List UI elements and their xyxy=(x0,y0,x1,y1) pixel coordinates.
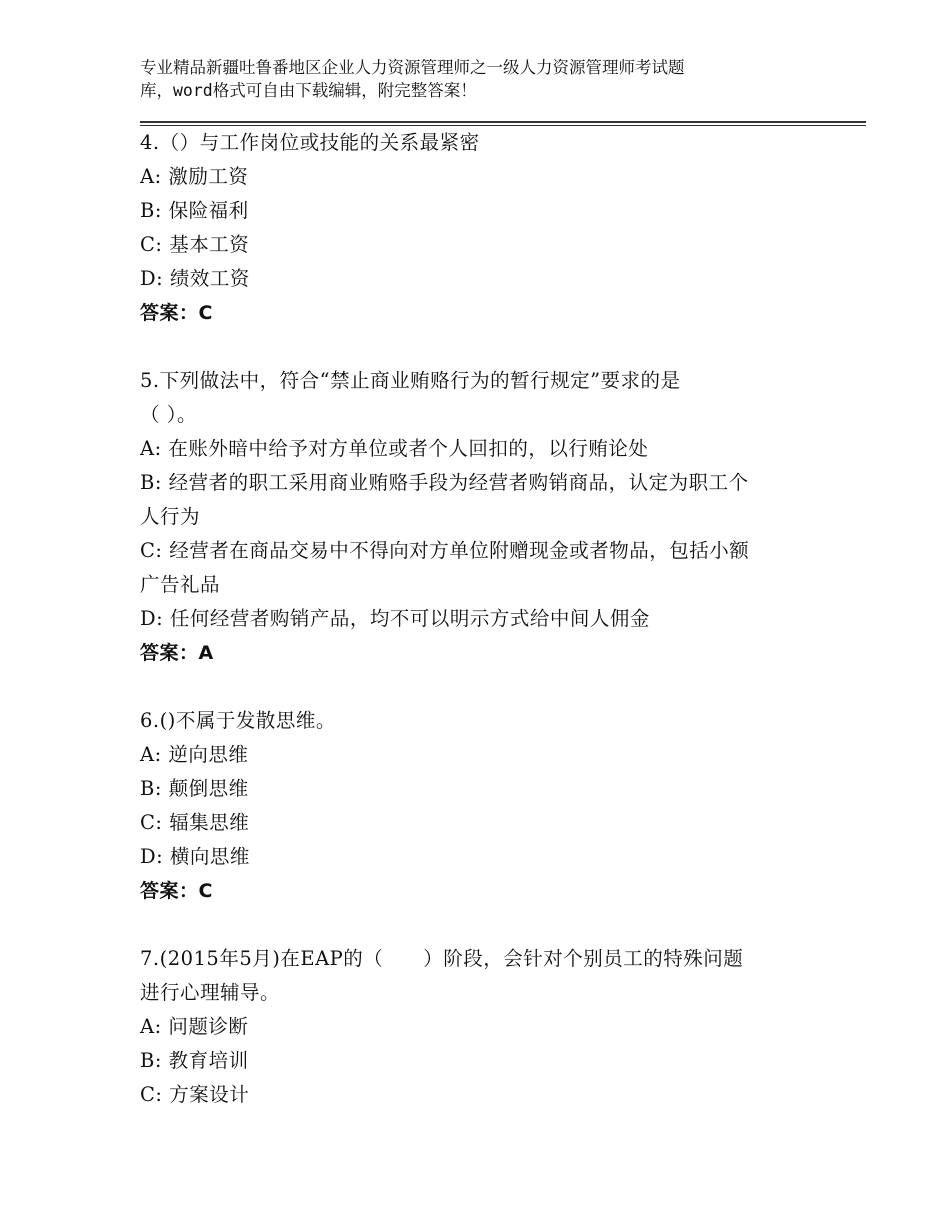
option-a: A: 激励工资 xyxy=(140,165,249,188)
option-c: C: 方案设计 xyxy=(140,1083,250,1106)
answer: 答案：C xyxy=(140,880,213,902)
option-c: C: 辐集思维 xyxy=(140,811,250,834)
answer: 答案：A xyxy=(140,642,214,664)
header-line-2: 库，word格式可自由下载编辑，附完整答案！ xyxy=(140,81,477,100)
header-line-1: 专业精品新疆吐鲁番地区企业人力资源管理师之一级人力资源管理师考试题 xyxy=(140,58,685,77)
option-d: D: 横向思维 xyxy=(140,845,250,868)
header-rule-thick xyxy=(140,121,866,123)
option-c-continued: 广告礼品 xyxy=(140,573,221,596)
question-5 xyxy=(140,364,820,670)
option-b: B: 教育培训 xyxy=(140,1049,249,1072)
option-a: A: 逆向思维 xyxy=(140,743,249,766)
option-b: B: 颠倒思维 xyxy=(140,777,249,800)
question-title: 4.（）与工作岗位或技能的关系最紧密 xyxy=(140,131,480,154)
option-c: C: 基本工资 xyxy=(140,233,250,256)
spacer xyxy=(140,330,820,364)
question-title: 7.(2015年5月)在EAP的（ ）阶段，会针对个别员工的特殊问题 xyxy=(140,947,744,970)
option-b-continued: 人行为 xyxy=(140,505,201,528)
option-d: D: 绩效工资 xyxy=(140,267,250,290)
question-title: 5.下列做法中，符合“禁止商业贿赂行为的暂行规定”要求的是 xyxy=(140,369,681,392)
option-d: D: 任何经营者购销产品，均不可以明示方式给中间人佣金 xyxy=(140,607,650,630)
question-4 xyxy=(140,126,820,330)
option-c: C: 经营者在商品交易中不得向对方单位附赠现金或者物品，包括小额 xyxy=(140,539,750,562)
question-6 xyxy=(140,704,820,908)
document-header xyxy=(140,56,840,102)
option-b: B: 经营者的职工采用商业贿赂手段为经营者购销商品，认定为职工个 xyxy=(140,471,749,494)
option-a: A: 问题诊断 xyxy=(140,1015,249,1038)
spacer xyxy=(140,670,820,704)
option-b: B: 保险福利 xyxy=(140,199,249,222)
spacer xyxy=(140,908,820,942)
question-7 xyxy=(140,942,820,1112)
answer: 答案：C xyxy=(140,302,213,324)
option-a: A: 在账外暗中给予对方单位或者个人回扣的，以行贿论处 xyxy=(140,437,649,460)
question-title-continued: 进行心理辅导。 xyxy=(140,981,281,1004)
question-list xyxy=(140,126,820,1112)
question-title: 6.()不属于发散思维。 xyxy=(140,709,336,732)
question-title-continued: （ ）。 xyxy=(140,403,197,426)
